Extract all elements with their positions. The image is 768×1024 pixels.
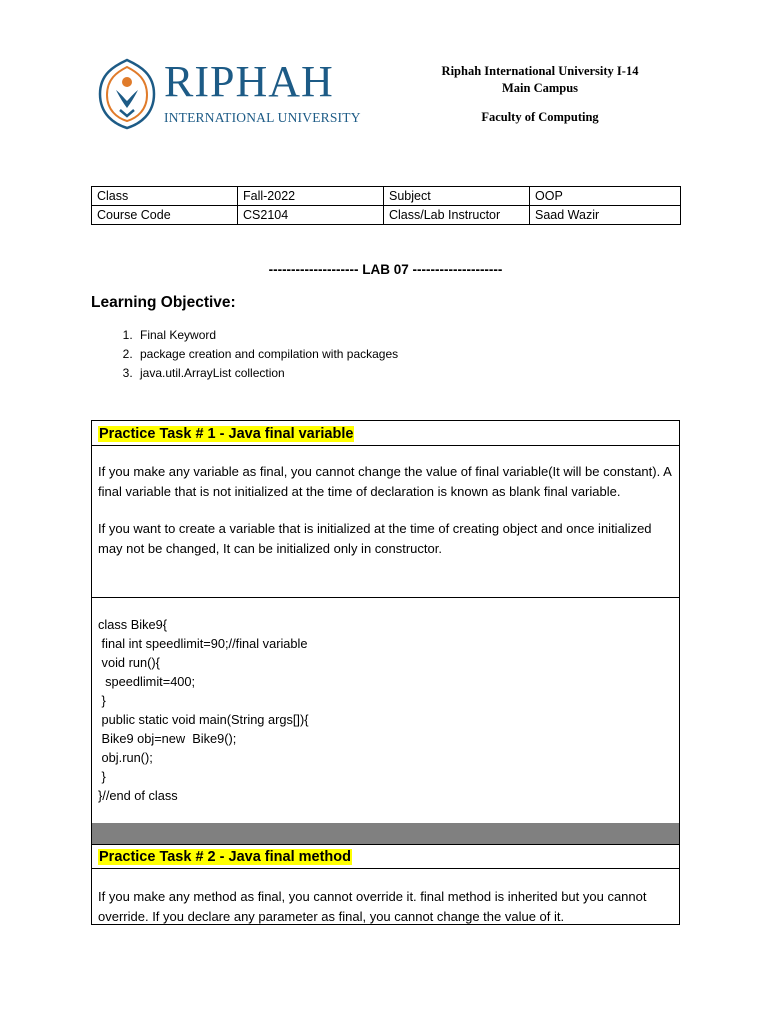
- code-line: }: [98, 693, 106, 708]
- university-name: Riphah International University I-14: [441, 64, 639, 78]
- table-cell: Class/Lab Instructor: [384, 206, 530, 225]
- code-line: obj.run();: [98, 750, 153, 765]
- logo-subtitle: INTERNATIONAL UNIVERSITY: [164, 110, 361, 125]
- task1-header: [92, 421, 679, 446]
- table-cell: Fall-2022: [238, 187, 384, 206]
- task2-header: [92, 844, 679, 869]
- code-line: class Bike9{: [98, 617, 167, 632]
- task1-section: [91, 420, 680, 598]
- course-info-table: [91, 186, 681, 225]
- code-line: speedlimit=400;: [98, 674, 196, 689]
- code-block: [92, 615, 679, 805]
- table-cell: Subject: [384, 187, 530, 206]
- campus-name: Main Campus: [501, 81, 579, 95]
- task2-title: Practice Task # 2 - Java final method: [99, 849, 351, 865]
- code-line: }//end of class: [98, 788, 178, 803]
- logo-wordmark: RIPHAH: [164, 57, 334, 106]
- objectives-list: [96, 326, 398, 383]
- code-line: void run(){: [98, 655, 160, 670]
- table-cell: CS2104: [238, 206, 384, 225]
- gray-separator: [91, 823, 680, 845]
- code-line: public static void main(String args[]){: [98, 712, 309, 727]
- code-line: }: [98, 769, 106, 784]
- learning-objective-heading: Learning Objective:: [91, 294, 236, 311]
- table-cell: Course Code: [92, 206, 238, 225]
- lab-title: -------------------- LAB 07 --------------------: [268, 262, 503, 277]
- table-cell: OOP: [530, 187, 681, 206]
- university-logo: [96, 57, 361, 130]
- task1-title: Practice Task # 1 - Java final variable: [99, 426, 354, 442]
- task2-paragraph: If you make any method as final, you cannot override it. final method is inherited but you cannot override. If you declare any parameter as final, you cannot change the value of it.: [98, 889, 647, 924]
- task1-paragraph-2: If you want to create a variable that is initialized at the time of creating object and once initialized may not be changed, It can be initialized only in constructor.: [98, 521, 652, 556]
- list-item: 1. Final Keyword: [136, 326, 398, 345]
- code-line: Bike9 obj=new Bike9();: [98, 731, 237, 746]
- list-item: 2. package creation and compilation with packages: [136, 345, 398, 364]
- code-line: final int speedlimit=90;//final variable: [98, 636, 308, 651]
- table-row: [92, 206, 681, 225]
- table-row: [92, 187, 681, 206]
- task1-paragraph-1: If you make any variable as final, you cannot change the value of final variable(It will be constant). A final variable that is not initialized at the time of declaration is known as blank final variable.: [98, 464, 672, 499]
- task2-section: [91, 844, 680, 925]
- university-header: [395, 63, 685, 126]
- table-cell: Saad Wazir: [530, 206, 681, 225]
- task1-code-section: [91, 596, 680, 824]
- table-cell: Class: [92, 187, 238, 206]
- faculty-name: Faculty of Computing: [481, 110, 599, 124]
- riphah-emblem-icon: [96, 58, 158, 130]
- list-item: 3. java.util.ArrayList collection: [136, 364, 398, 383]
